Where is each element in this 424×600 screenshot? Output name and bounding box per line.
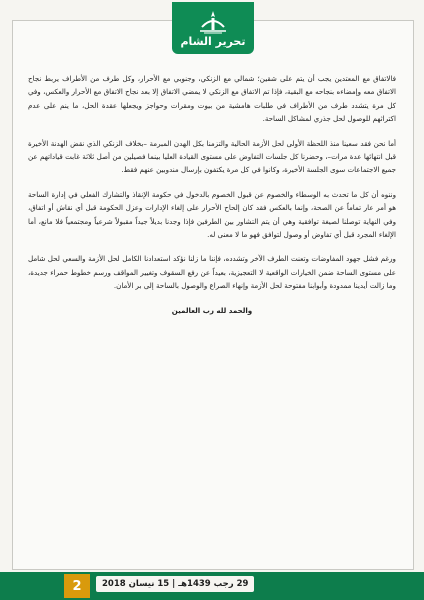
- emblem-icon: [196, 9, 230, 35]
- organization-logo: [172, 2, 254, 54]
- footer-date: 29 رجب 1439هـ | 15 نيسان 2018: [96, 576, 254, 592]
- logo-text: تحرير الشام: [180, 34, 246, 48]
- paragraph-3: وننوه أن كل ما تحدث به الوسطاء والخصوم عن قبول الخصوم بالدخول في حكومة الإنقاذ والتشارك الفعلي في إدارة الساحة هو أمر عار تماماً عن الصحة، وإنما بالعكس فقد كان إلحاح الأحرار على إلغاء الإدارات وعزل الحكومة قبل أي نقاش أو اتفاق، وفي النهاية توصلنا لصيغة توافقية وهي أن يتم التشاور بين الطرفين فإذا وجدنا بديلاً جيداً مقبولاً شرعياً ومجتمعياً فلا مانع، أما الإلغاء المجرد قبل أي تفاوض أو وصول لتوافق فهو ما لا معنى له.: [28, 189, 396, 240]
- page-number: 2: [64, 574, 90, 598]
- signoff: والحمد لله رب العالمين: [171, 305, 253, 315]
- header: [0, 0, 424, 60]
- statement-body: [28, 72, 396, 328]
- paragraph-1: فالاتفاق مع المعتدين يجب أن يتم على شقين؛ شمالي مع الزنكي، وجنوبي مع الأحرار، وكل طرف من الأطراف يربط نجاح الاتفاق معه وإمضاءه بنجاحه مع البقية، فإذا تم الاتفاق مع الزنكي لا يمضي الاتفاق إلا بعد نجاح الاتفاق مع الأحرار والعكس، وفي كل مرة يتشدد طرف من الأطراف في طلبات هامشية من بيوت ومقرات وحواجز ويجعلها عقدة الحل، ما ينم على عدم اكتراثهم للوصول لحل جذري لمشاكل الساحة.: [28, 74, 396, 124]
- paragraph-4: ورغم فشل جهود المفاوضات وتعنت الطرف الآخر وتشدده، فإننا ما زلنا نؤكد استعدادنا الكامل لحل الأزمة والسعي لحل شامل على مستوى الساحة ضمن الخيارات الواقعية لا التعجيزية، بعيداً عن رفع السقوف وتغيير المواقف ورسم خطوط حمراء جديدة، وما زالت أيدينا ممدودة وأبوابنا مفتوحة لحل الأزمة وإنهاء الصراع والوصول بالساحة إلى بر الأمان.: [28, 254, 396, 291]
- paragraph-2: أما نحن فقد سعينا منذ اللحظة الأولى لحل الأزمة الحالية والتزمنا بكل الهدن المبرمة –بخلاف الزنكي الذي نقض الهدنة الأخيرة قبل انتهائها عدة مرات–، وحضرنا كل جلسات التفاوض على مستوى القيادة العليا بينما فصيلين من أصل ثلاثة غابت قياداتهم عن جميع الاجتماعات سوى الجلسة الأخيرة، وكانوا في كل مرة يكتفون بإرسال مندوبين عنهم فقط.: [28, 138, 396, 175]
